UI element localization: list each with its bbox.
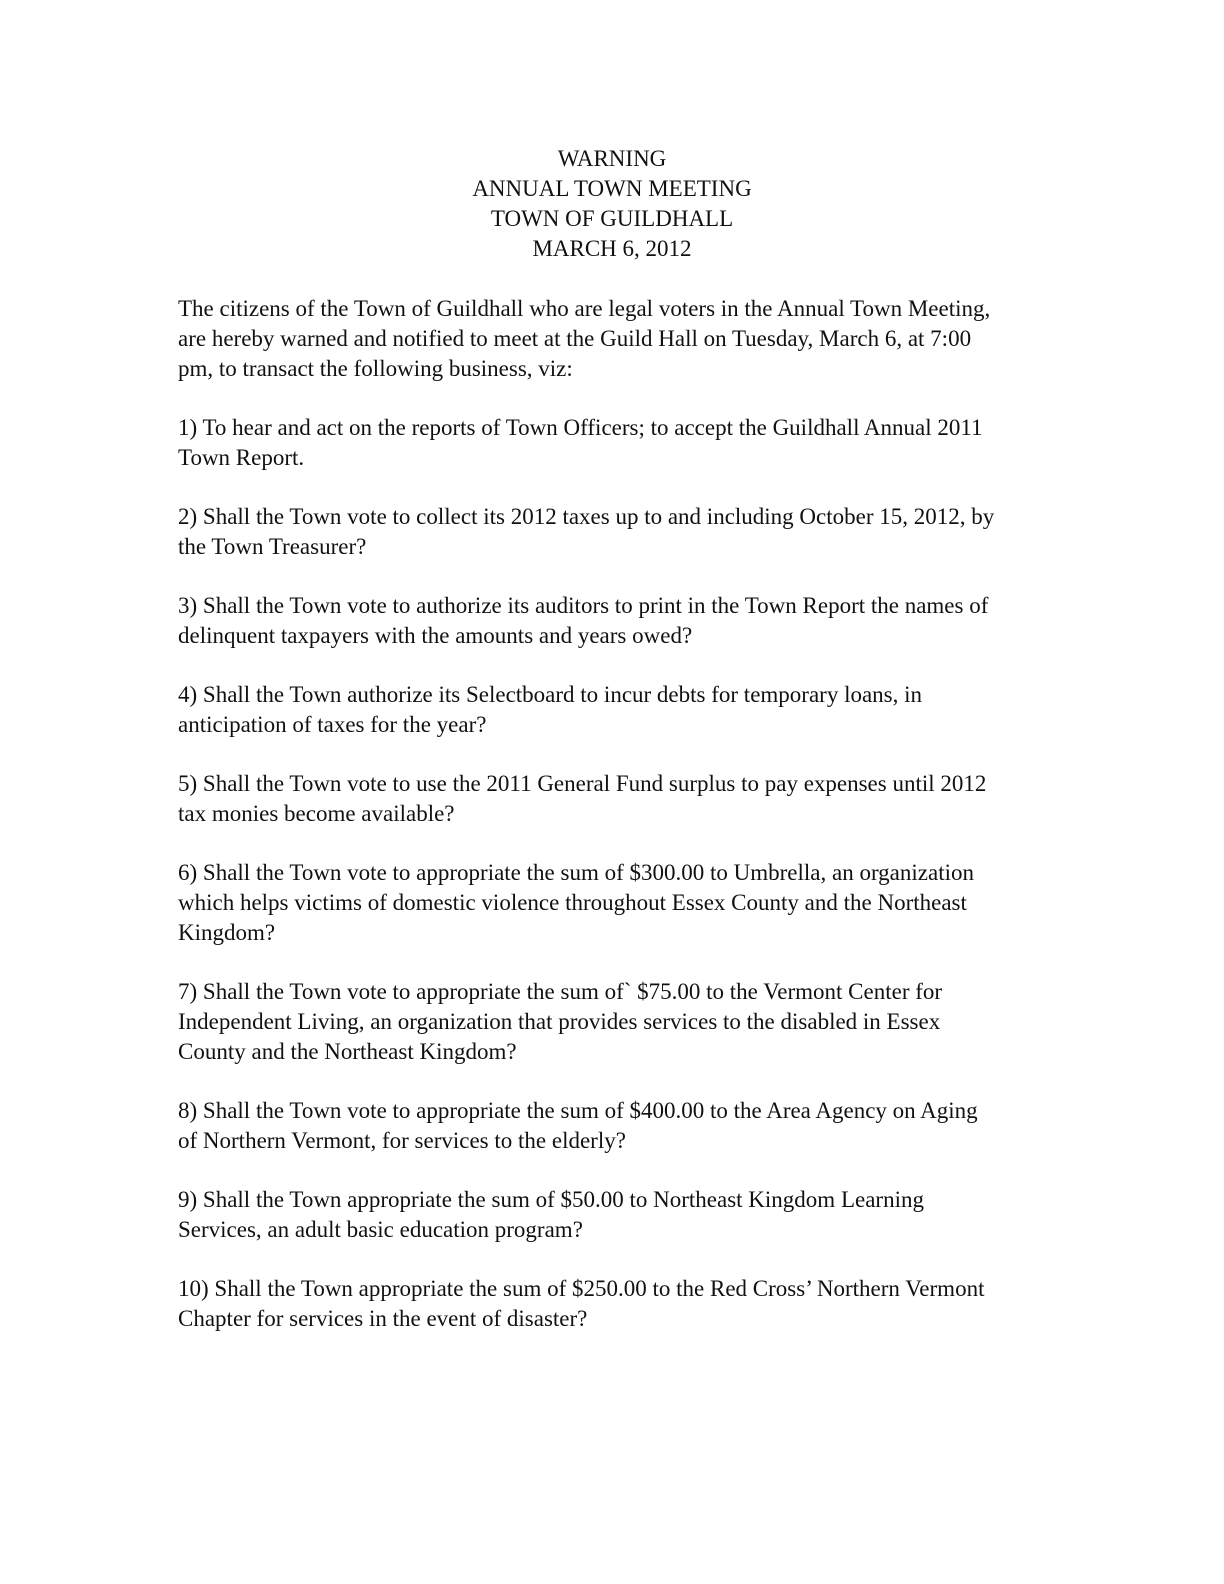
article-line: Town Report.	[178, 445, 305, 470]
article-line: 1) To hear and act on the reports of Town Officers; to accept the Guildhall Annual 2011	[178, 415, 983, 440]
article-9	[178, 1185, 1058, 1245]
article-4	[178, 680, 1058, 740]
article-line: tax monies become available?	[178, 801, 455, 826]
intro-paragraph	[178, 294, 1058, 384]
article-line: anticipation of taxes for the year?	[178, 712, 487, 737]
article-2	[178, 502, 1058, 562]
article-line: Kingdom?	[178, 920, 276, 945]
article-line: 4) Shall the Town authorize its Selectboard to incur debts for temporary loans, in	[178, 682, 923, 707]
article-line: Independent Living, an organization that provides services to the disabled in Essex	[178, 1009, 941, 1034]
article-line: Services, an adult basic education program?	[178, 1217, 583, 1242]
article-line: County and the Northeast Kingdom?	[178, 1039, 517, 1064]
article-line: which helps victims of domestic violence throughout Essex County and the Northeast	[178, 890, 967, 915]
article-1	[178, 413, 1058, 473]
article-line: 3) Shall the Town vote to authorize its auditors to print in the Town Report the names of	[178, 593, 989, 618]
heading-warning: WARNING	[557, 146, 667, 171]
article-line: 8) Shall the Town vote to appropriate the sum of $400.00 to the Area Agency on Aging	[178, 1098, 978, 1123]
article-line: 9) Shall the Town appropriate the sum of $50.00 to Northeast Kingdom Learning	[178, 1187, 924, 1212]
article-line: 6) Shall the Town vote to appropriate the sum of $300.00 to Umbrella, an organization	[178, 860, 974, 885]
article-line: 7) Shall the Town vote to appropriate the sum of` $75.00 to the Vermont Center for	[178, 979, 943, 1004]
article-6	[178, 858, 1058, 948]
article-line: Chapter for services in the event of disaster?	[178, 1306, 588, 1331]
article-7	[178, 977, 1058, 1067]
document-heading	[0, 144, 1224, 264]
article-5	[178, 769, 1058, 829]
intro-line: are hereby warned and notified to meet at the Guild Hall on Tuesday, March 6, at 7:00	[178, 326, 972, 351]
heading-date: MARCH 6, 2012	[532, 236, 692, 261]
article-10	[178, 1274, 1058, 1334]
article-line: the Town Treasurer?	[178, 534, 367, 559]
article-line: 10) Shall the Town appropriate the sum of $250.00 to the Red Cross’ Northern Vermont	[178, 1276, 985, 1301]
article-line: 2) Shall the Town vote to collect its 2012 taxes up to and including October 15, 2012, by	[178, 504, 995, 529]
heading-meeting: ANNUAL TOWN MEETING	[472, 176, 752, 201]
intro-line: pm, to transact the following business, viz:	[178, 356, 573, 381]
article-line: 5) Shall the Town vote to use the 2011 General Fund surplus to pay expenses until 2012	[178, 771, 987, 796]
article-line: delinquent taxpayers with the amounts and years owed?	[178, 623, 693, 648]
intro-line: The citizens of the Town of Guildhall who are legal voters in the Annual Town Meeting,	[178, 296, 991, 321]
heading-town: TOWN OF GUILDHALL	[490, 206, 734, 231]
article-8	[178, 1096, 1058, 1156]
article-line: of Northern Vermont, for services to the elderly?	[178, 1128, 626, 1153]
article-3	[178, 591, 1058, 651]
